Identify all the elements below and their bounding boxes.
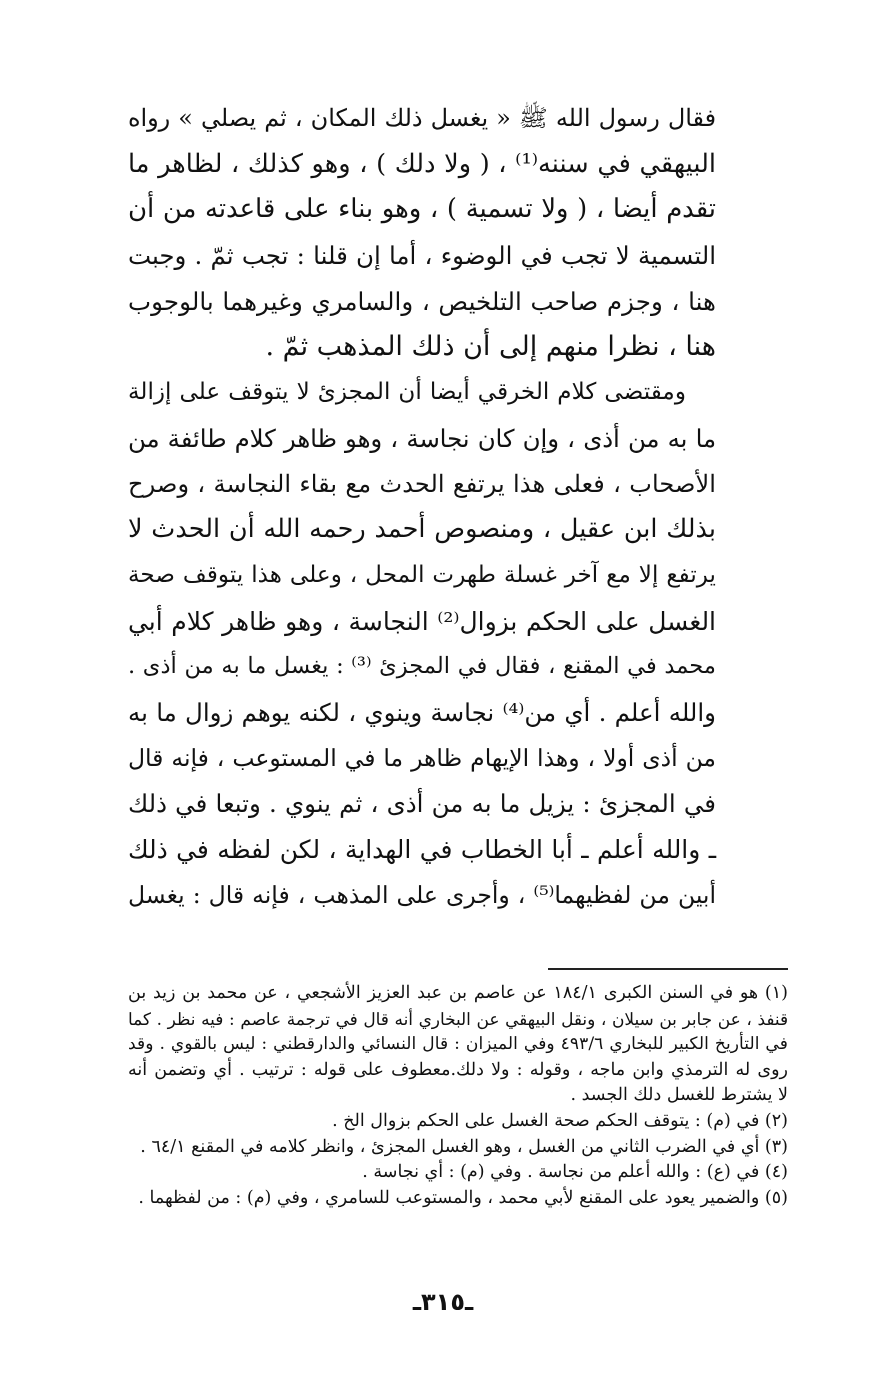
footnote-line: لا يشترط للغسل دلك الجسد . bbox=[570, 1085, 788, 1106]
text-line: محمد في المقنع ، فقال في المجزئ ⁽³⁾ : يغسل ما به من أذى . bbox=[128, 653, 716, 680]
footnote-line: روى له الترمذي وابن ماجه ، وقوله : ولا دلك.معطوف على قوله : ترتيب . أي وتضمن أنه bbox=[128, 1059, 788, 1080]
footnote-line: قنفذ ، عن جابر بن سيلان ، ونقل البيهقي عن البخاري أنه قال في ترجمة عاصم : فيه نظر . كما bbox=[128, 1008, 788, 1029]
text-line: تقدم أيضا ، ( ولا تسمية ) ، وهو بناء على قاعدته من أن bbox=[128, 194, 716, 225]
footnote-line: (٣) أي في الضرب الثاني من الغسل ، وهو الغسل المجزئ ، وانظر كلامه في المقنع ٦٤/١ . bbox=[140, 1136, 788, 1157]
text-line: بذلك ابن عقيل ، ومنصوص أحمد رحمه الله أن الحدث لا bbox=[128, 514, 716, 545]
text-line: الأصحاب ، فعلى هذا يرتفع الحدث مع بقاء النجاسة ، وصرح bbox=[128, 469, 716, 498]
text-line: من أذى أولا ، وهذا الإيهام ظاهر ما في المستوعب ، فإنه قال bbox=[128, 743, 716, 772]
text-line: فقال رسول الله ﷺ « يغسل ذلك المكان ، ثم يصلي » رواه bbox=[128, 104, 716, 132]
text-line: أبين من لفظيهما⁽⁵⁾ ، وأجرى على المذهب ، فإنه قال : يغسل bbox=[128, 880, 717, 909]
footnote-line: (١) هو في السنن الكبرى ١٨٤/١ عن عاصم بن عبد العزيز الأشجعي ، عن محمد بن زيد بن bbox=[128, 983, 788, 1003]
main-text-body bbox=[128, 96, 716, 918]
text-line: هنا ، وجزم صاحب التلخيص ، والسامري وغيرهما بالوجوب bbox=[128, 286, 716, 316]
text-line: ومقتضى كلام الخرقي أيضا أن المجزئ لا يتوقف على إزالة bbox=[128, 379, 686, 406]
text-line: ما به من أذى ، وإن كان نجاسة ، وهو ظاهر كلام طائفة من bbox=[128, 423, 716, 453]
text-line: في المجزئ : يزيل ما به من أذى ، ثم ينوي . وتبعا في ذلك bbox=[128, 789, 716, 819]
text-line: والله أعلم . أي من⁽⁴⁾ نجاسة وينوي ، لكنه يوهم زوال ما به bbox=[128, 697, 716, 727]
text-line: هنا ، نظرا منهم إلى أن ذلك المذهب ثمّ . bbox=[265, 331, 716, 363]
text-line: التسمية لا تجب في الوضوء ، أما إن قلنا : تجب ثمّ . وجبت bbox=[128, 241, 716, 271]
footnote-line: في التأريخ الكبير للبخاري ٤٩٣/٦ وفي الميزان : قال النسائي والدارقطني : ليس بالقوي . وقد bbox=[128, 1034, 788, 1055]
text-line: يرتفع إلا مع آخر غسلة طهرت المحل ، وعلى هذا يتوقف صحة bbox=[128, 561, 716, 588]
page-number: ـ٣١٥ـ bbox=[412, 1288, 474, 1316]
footnote-line: (٢) في (م) : يتوقف الحكم صحة الغسل على الحكم بزوال الخ . bbox=[332, 1110, 788, 1131]
text-line: الغسل على الحكم بزوال⁽²⁾ النجاسة ، وهو ظاهر كلام أبي bbox=[128, 606, 716, 636]
text-line: ـ والله أعلم ـ أبا الخطاب في الهداية ، لكن لفظه في ذلك bbox=[128, 835, 716, 864]
footnote-separator bbox=[548, 968, 788, 970]
footnotes bbox=[128, 981, 788, 1211]
footnote-line: (٥) والضمير يعود على المقنع لأبي محمد ، والمستوعب للسامري ، وفي (م) : من لفظهما . bbox=[138, 1187, 788, 1208]
text-line: البيهقي في سننه⁽¹⁾ ، ( ولا دلك ) ، وهو كذلك ، لظاهر ما bbox=[128, 148, 716, 179]
footnote-line: (٤) في (ع) : والله أعلم من نجاسة . وفي (م) : أي نجاسة . bbox=[362, 1162, 788, 1183]
